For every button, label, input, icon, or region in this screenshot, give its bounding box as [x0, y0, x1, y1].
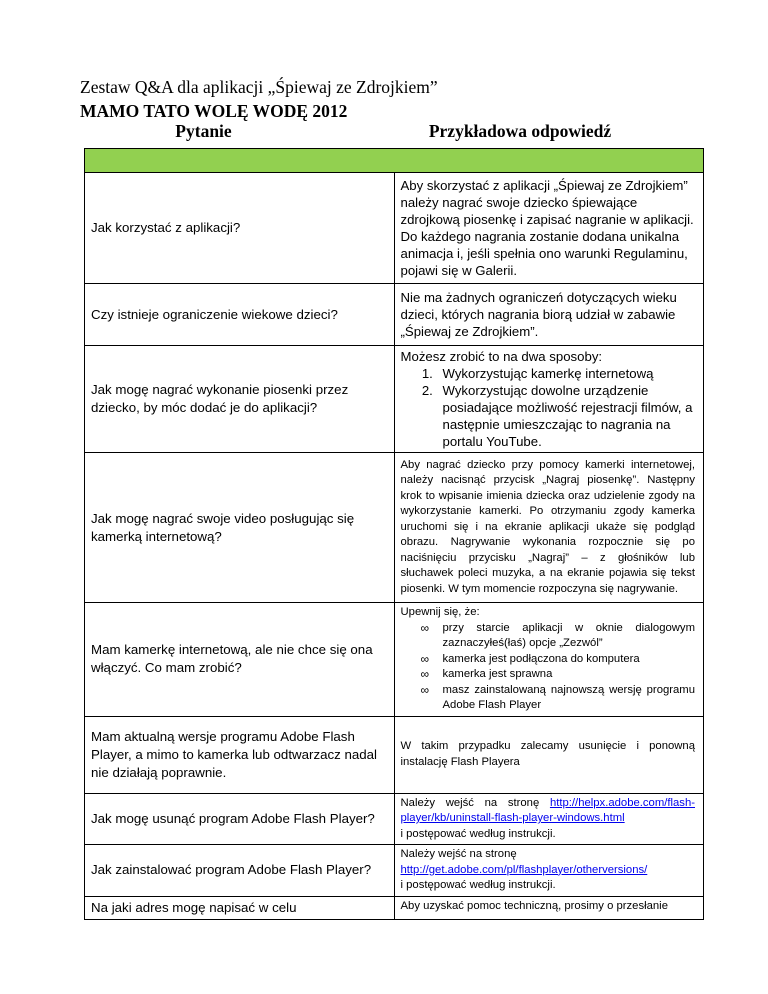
list-item: ∞ kamerka jest podłączona do komputera	[435, 652, 696, 668]
qa-table	[84, 148, 704, 920]
table-row	[85, 603, 704, 717]
column-header-question: Pytanie	[175, 121, 232, 141]
question-cell: Mam kamerkę internetową, ale nie chce się ona włączyć. Co mam zrobić?	[85, 603, 395, 717]
table-row	[85, 173, 704, 284]
column-header-answer: Przykładowa odpowiedź	[428, 121, 612, 141]
answer-cell: Aby skorzystać z aplikacji „Śpiewaj ze Zdrojkiem” należy nagrać swoje dziecko śpiewające zdrojkową piosenkę i zapisać nagranie w aplikacji. Do każdego nagrania zostanie dodana unikalna animacja i, jeśli spełnia ono warunki Regulaminu, pojawi się w Galerii.	[394, 173, 704, 284]
install-flash-link[interactable]: http://get.adobe.com/pl/flashplayer/otherversions/	[400, 863, 648, 876]
numbered-list	[401, 365, 696, 450]
uninstall-flash-link[interactable]: http://helpx.adobe.com/flash-player/kb/uninstall-flash-player-windows.html	[400, 796, 695, 824]
answer-text: i postępować według instrukcji.	[400, 879, 556, 891]
answer-cell: Aby uzyskać pomoc techniczną, prosimy o przesłanie	[394, 896, 704, 919]
answer-cell: Nie ma żadnych ograniczeń dotyczących wieku dzieci, których nagrania biorą udział w zabawie „Śpiewaj ze Zdrojkiem”.	[394, 284, 704, 346]
question-cell: Jak mogę usunąć program Adobe Flash Player?	[85, 793, 395, 845]
list-item: ∞ kamerka jest sprawna	[435, 667, 696, 683]
bullet-list	[401, 621, 696, 714]
table-row	[85, 896, 704, 919]
question-cell: Jak mogę nagrać wykonanie piosenki przez dziecko, by móc dodać je do aplikacji?	[85, 346, 395, 453]
answer-cell: Aby nagrać dziecko przy pomocy kamerki internetowej, należy nacisnąć przycisk „Nagraj piosenkę”. Następny krok to wpisanie imienia dziecka oraz udzielenie zgody na wykorzystanie kamerki. Po otrzymaniu zgody kamerka uruchomi się i na ekranie aplikacji ukaże się podgląd obrazu. Nagrywanie wykonania rozpocznie się po naciśnięciu przycisku „Nagraj” – z głośników lub słuchawek poleci muzyka, a na ekranie pojawia się tekst piosenki. W tym momencie rozpoczyna się nagrywanie.	[394, 453, 704, 603]
document-subtitle: MAMO TATO WOLĘ WODĘ 2012	[80, 101, 348, 121]
question-cell: Mam aktualną wersje programu Adobe Flash Player, a mimo to kamerka lub odtwarzacz nadal nie działają poprawnie.	[85, 716, 395, 793]
answer-cell	[394, 845, 704, 897]
list-item: 1. Wykorzystując kamerkę internetową	[437, 365, 696, 382]
question-cell: Jak zainstalować program Adobe Flash Player?	[85, 845, 395, 897]
question-cell: Na jaki adres mogę napisać w celu	[85, 896, 395, 919]
table-row	[85, 453, 704, 603]
answer-cell	[394, 603, 704, 717]
answer-cell	[394, 346, 704, 453]
table-row	[85, 346, 704, 453]
list-item: ∞ masz zainstalowaną najnowszą wersję programu Adobe Flash Player	[435, 683, 696, 714]
table-row	[85, 793, 704, 845]
question-cell: Jak mogę nagrać swoje video posługując się kamerką internetową?	[85, 453, 395, 603]
answer-text: Należy wejść na stronę	[400, 796, 540, 809]
question-cell: Jak korzystać z aplikacji?	[85, 173, 395, 284]
answer-intro: Możesz zrobić to na dwa sposoby:	[400, 349, 603, 364]
table-row	[85, 716, 704, 793]
list-item: ∞ przy starcie aplikacji w oknie dialogowym zaznaczyłeś(łaś) opcje „Zezwól”	[435, 621, 696, 652]
list-item: 2. Wykorzystując dowolne urządzenie posiadające możliwość rejestracji filmów, a następnie umieszczając to nagrania na portalu YouTube.	[437, 382, 696, 450]
answer-cell	[394, 793, 704, 845]
table-row	[85, 284, 704, 346]
green-band	[85, 149, 704, 173]
answer-cell: W takim przypadku zalecamy usunięcie i ponowną instalację Flash Playera	[394, 716, 704, 793]
answer-intro: Upewnij się, że:	[400, 606, 480, 618]
question-cell: Czy istnieje ograniczenie wiekowe dzieci?	[85, 284, 395, 346]
table-row	[85, 845, 704, 897]
answer-text: Należy wejść na stronę	[400, 848, 517, 860]
document-title: Zestaw Q&A dla aplikacji „Śpiewaj ze Zdrojkiem”	[80, 77, 438, 97]
green-band-row	[85, 149, 704, 173]
answer-text: i postępować według instrukcji.	[400, 827, 556, 840]
